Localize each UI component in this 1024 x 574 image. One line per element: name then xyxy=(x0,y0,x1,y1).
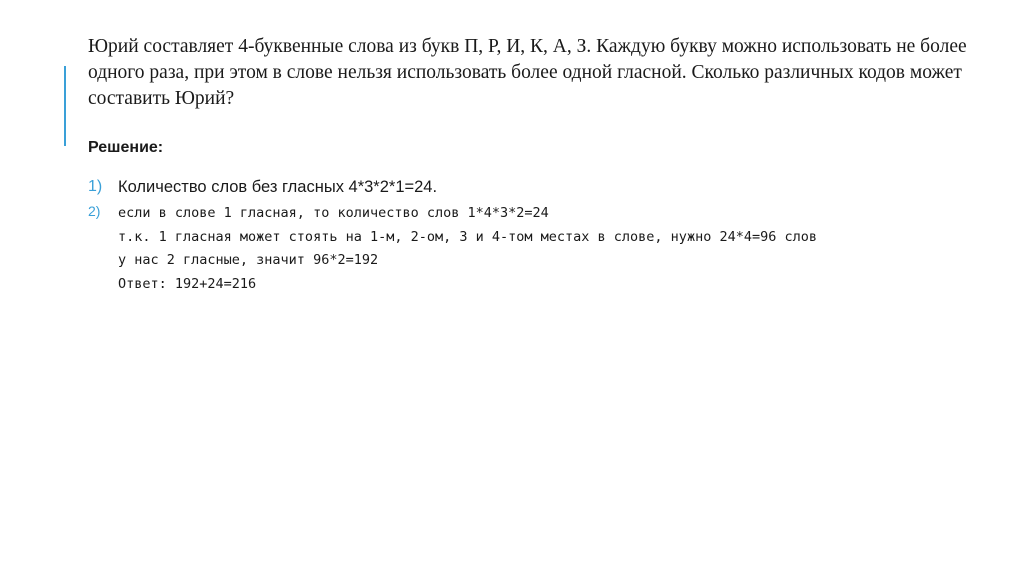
accent-bar xyxy=(64,66,66,146)
step-lines xyxy=(118,202,817,296)
step-number: 2) xyxy=(88,203,101,219)
step-line: если в слове 1 гласная, то количество слов 1*4*3*2=24 xyxy=(118,205,549,221)
step-number: 1) xyxy=(88,178,103,195)
solution-step-1 xyxy=(88,176,988,198)
solution-steps xyxy=(88,176,988,296)
step-line: у нас 2 гласные, значит 96*2=192 xyxy=(118,252,379,268)
step-text: Количество слов без гласных 4*3*2*1=24. xyxy=(118,178,438,196)
problem-statement: Юрий составляет 4-буквенные слова из букв П, Р, И, К, А, З. Каждую букву можно использовать не более одного раза, при этом в слове нельзя использовать более одной гласной. Сколько различных кодов может составить Юрий? xyxy=(88,36,967,109)
solution-step-2 xyxy=(88,202,988,296)
step-line: т.к. 1 гласная может стоять на 1-м, 2-ом, 3 и 4-том местах в слове, нужно 24*4=96 слов xyxy=(118,228,817,245)
solution-heading: Решение: xyxy=(88,139,164,156)
answer-line: Ответ: 192+24=216 xyxy=(118,275,257,292)
